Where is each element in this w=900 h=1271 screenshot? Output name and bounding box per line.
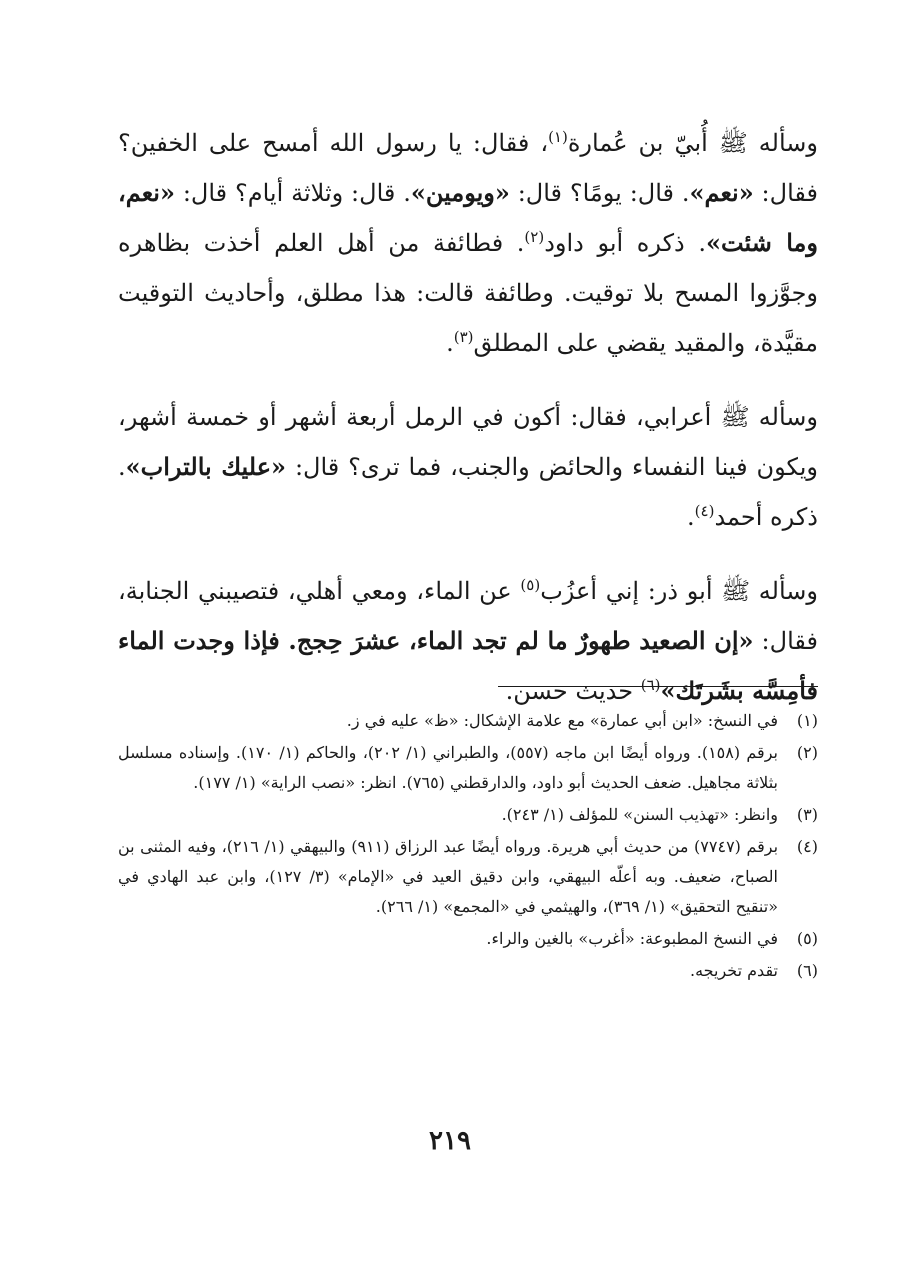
footnote-marker: (٦) [640,676,661,694]
footnote-number: (٦) [796,961,818,980]
text-run: حديث حسن. [505,677,641,705]
footnote [118,832,818,922]
hadith-quote: «عليك بالتراب» [125,452,287,481]
text-run: . [687,503,695,531]
text-run: ، فقال: يا رسول الله أمسح على الخفين؟ فقال: [118,129,818,207]
text-run: . ذكره أحمد [118,453,818,531]
footnote [118,800,818,830]
footnote-marker: (٣) [453,328,474,346]
footnote-number: (٤) [796,837,818,856]
text-run: عن الماء، ومعي أهلي، فتصيبني الجنابة، فقال: [118,577,818,655]
footnote-text: في النسخ المطبوعة: «أغرب» بالغين والراء. [486,929,778,948]
hadith-quote: «ويومين» [410,178,510,207]
footnote [118,738,818,798]
footnote [118,706,818,736]
text-run: . قال: وثلاثة أيام؟ قال: [174,179,411,207]
page-number: ٢١٩ [429,1126,471,1156]
paragraph [118,566,818,716]
text-run: . فطائفة من أهل العلم أخذت بظاهره وجوَّزوا المسح بلا توقيت. وطائفة قالت: هذا مطلق، وأحاديث التوقيت مقيَّدة، والمقيد يقضي على المطلق [118,229,818,357]
page-body [118,118,819,980]
text-run: . قال: يومًا؟ قال: [509,179,690,207]
text-run: . [446,329,454,357]
footnote-separator [498,686,818,687]
footnote-text: وانظر: «تهذيب السنن» للمؤلف (١/ ٢٤٣). [501,805,778,824]
footnote-marker: (٤) [694,502,715,520]
footnote-text: في النسخ: «ابن أبي عمارة» مع علامة الإشكال: «ظ» عليه في ز. [346,711,778,730]
text-run: . ذكره أبو داود [544,229,706,257]
footnote [118,924,818,954]
hadith-quote: «إن الصعيد طهورٌ ما لم تجد الماء، عشرَ حِجج. فإذا وجدت الماء فأمِسَّه بشَرتَك» [118,626,818,705]
footnotes [118,706,818,988]
footnote-text: برقم (١٥٨). ورواه أيضًا ابن ماجه (٥٥٧)، والطبراني (١/ ٢٠٢)، والحاكم (١/ ١٧٠). وإسناده مسلسل بثلاثة مجاهيل. ضعف الحديث أبو داود، والدارقطني (٧٦٥). انظر: «نصب الراية» (١/ ١٧٧). [118,743,778,792]
footnote-number: (٥) [796,929,818,948]
text-run: وسأله ﷺ أعرابي، فقال: أكون في الرمل أربعة أشهر أو خمسة أشهر، ويكون فينا النفساء والحائض والجنب، فما ترى؟ قال: [118,403,818,481]
footnote [118,956,818,986]
hadith-quote: «نعم» [689,178,754,207]
footnote-text: برقم (٧٧٤٧) من حديث أبي هريرة. ورواه أيضًا عبد الرزاق (٩١١) والبيهقي (١/ ٢١٦)، وفيه المثنى بن الصباح، ضعيف. وبه أعلّه البيهقي، وابن دقيق العيد في «الإمام» (٣/ ١٢٧)، وابن عبد الهادي في «تنقيح التحقيق» (١/ ٣٦٩)، والهيثمي في «المجمع» (١/ ٢٦٦). [118,837,779,916]
footnote-marker: (١) [548,128,568,146]
paragraph [118,118,818,368]
footnote-marker: (٥) [520,576,541,594]
text-run: وسأله ﷺ أُبيّ بن عُمارة [567,129,818,157]
footnote-marker: (٢) [524,228,545,246]
footnote-number: (٢) [796,743,818,762]
text-run: وسأله ﷺ أبو ذر: إني أعزُب [540,577,819,605]
paragraph [118,392,818,542]
footnote-text: تقدم تخريجه. [690,961,778,980]
main-text [118,118,818,716]
footnote-number: (١) [796,711,818,730]
hadith-quote: «نعم، وما شئت» [118,178,818,257]
footnote-number: (٣) [796,805,818,824]
